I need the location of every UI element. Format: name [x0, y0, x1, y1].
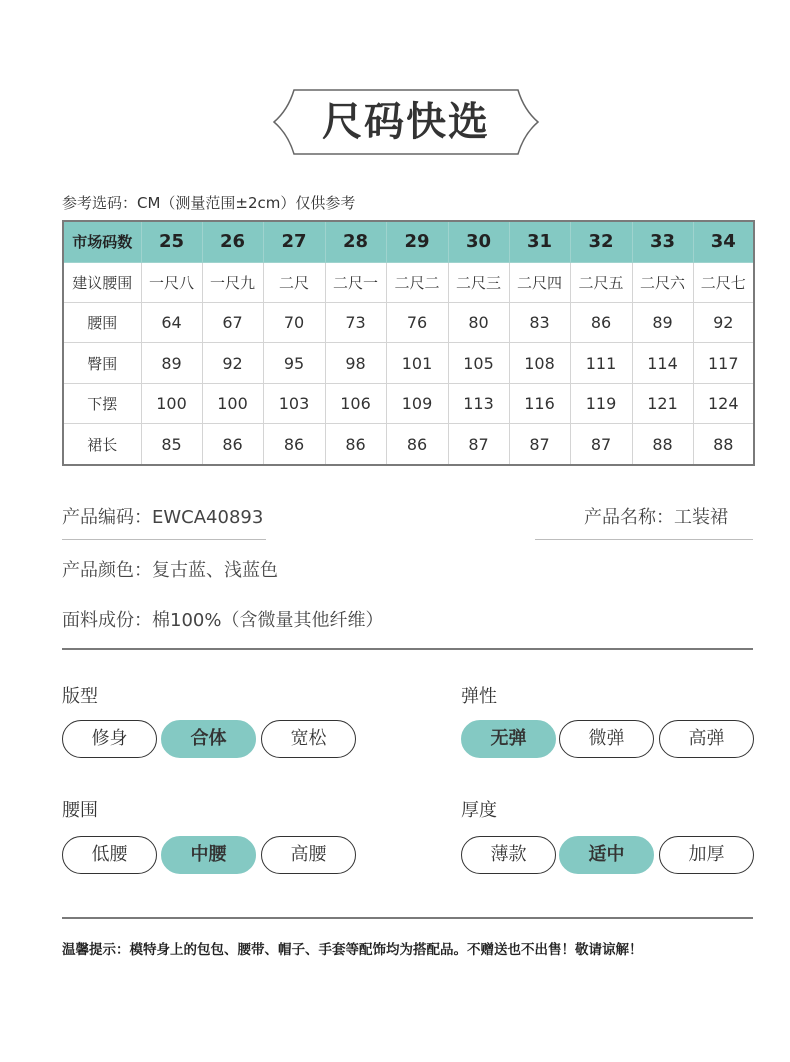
thickness-option-thick[interactable]: 加厚: [659, 836, 754, 874]
table-cell: 二尺五: [570, 262, 632, 302]
table-cell: 二尺六: [632, 262, 693, 302]
thickness-option-medium[interactable]: 适中: [559, 836, 654, 874]
size-header-label: 市场码数: [63, 221, 141, 262]
table-cell: 119: [570, 383, 632, 423]
table-row: [63, 303, 754, 343]
product-code: 产品编码：EWCA40893: [62, 507, 264, 528]
table-cell: 92: [202, 343, 263, 383]
size-header-cell: 33: [632, 221, 693, 262]
size-header-cell: 34: [693, 221, 754, 262]
size-header-cell: 28: [325, 221, 386, 262]
table-cell: 76: [386, 303, 448, 343]
table-cell: 95: [263, 343, 325, 383]
table-cell: 83: [509, 303, 570, 343]
table-cell: 113: [448, 383, 509, 423]
size-header-cell: 26: [202, 221, 263, 262]
footer-divider: [62, 917, 753, 919]
size-header-cell: 30: [448, 221, 509, 262]
table-cell: 86: [325, 424, 386, 465]
table-cell: 80: [448, 303, 509, 343]
table-cell: 85: [141, 424, 202, 465]
table-cell: 二尺一: [325, 262, 386, 302]
table-cell: 92: [693, 303, 754, 343]
elasticity-option-none[interactable]: 无弹: [461, 720, 556, 758]
waist-option-mid[interactable]: 中腰: [161, 836, 256, 874]
table-cell: 二尺七: [693, 262, 754, 302]
table-cell: 86: [202, 424, 263, 465]
title-badge: [272, 88, 540, 156]
table-cell: 87: [570, 424, 632, 465]
table-cell: 121: [632, 383, 693, 423]
page-title: 尺码快选: [322, 99, 490, 145]
section-divider: [62, 648, 753, 650]
table-cell: 86: [386, 424, 448, 465]
table-cell: 67: [202, 303, 263, 343]
table-cell: 114: [632, 343, 693, 383]
table-cell: 124: [693, 383, 754, 423]
size-header-row: [63, 221, 754, 262]
table-cell: 二尺四: [509, 262, 570, 302]
fit-option-slim[interactable]: 修身: [62, 720, 157, 758]
table-cell: 二尺: [263, 262, 325, 302]
table-cell: 70: [263, 303, 325, 343]
reference-note: 参考选码：CM（测量范围±2cm）仅供参考: [62, 194, 356, 212]
waist-option-high[interactable]: 高腰: [261, 836, 356, 874]
product-name-underline: [535, 539, 753, 540]
table-cell: 二尺二: [386, 262, 448, 302]
fit-option-regular[interactable]: 合体: [161, 720, 256, 758]
table-cell: 100: [141, 383, 202, 423]
table-cell: 117: [693, 343, 754, 383]
table-cell: 87: [448, 424, 509, 465]
elasticity-title: 弹性: [461, 686, 497, 707]
row-label: 裙长: [63, 424, 141, 465]
table-cell: 一尺九: [202, 262, 263, 302]
table-cell: 105: [448, 343, 509, 383]
table-cell: 100: [202, 383, 263, 423]
table-cell: 89: [632, 303, 693, 343]
fit-option-loose[interactable]: 宽松: [261, 720, 356, 758]
waist-title: 腰围: [62, 800, 98, 821]
table-cell: 88: [632, 424, 693, 465]
table-cell: 64: [141, 303, 202, 343]
elasticity-option-slight[interactable]: 微弹: [559, 720, 654, 758]
row-label: 下摆: [63, 383, 141, 423]
table-cell: 116: [509, 383, 570, 423]
table-row: [63, 383, 754, 423]
table-cell: 98: [325, 343, 386, 383]
table-cell: 89: [141, 343, 202, 383]
size-table: [62, 220, 755, 466]
row-label: 建议腰围: [63, 262, 141, 302]
thickness-title: 厚度: [461, 800, 497, 821]
thickness-option-thin[interactable]: 薄款: [461, 836, 556, 874]
table-cell: 111: [570, 343, 632, 383]
table-cell: 二尺三: [448, 262, 509, 302]
product-fabric: 面料成份：棉100%（含微量其他纤维）: [62, 610, 384, 631]
waist-option-low[interactable]: 低腰: [62, 836, 157, 874]
size-header-cell: 27: [263, 221, 325, 262]
elasticity-option-high[interactable]: 高弹: [659, 720, 754, 758]
product-color: 产品颜色：复古蓝、浅蓝色: [62, 560, 278, 581]
row-label: 臀围: [63, 343, 141, 383]
table-cell: 86: [570, 303, 632, 343]
table-row: [63, 424, 754, 465]
table-cell: 87: [509, 424, 570, 465]
size-header-cell: 31: [509, 221, 570, 262]
table-cell: 109: [386, 383, 448, 423]
table-cell: 103: [263, 383, 325, 423]
table-cell: 101: [386, 343, 448, 383]
footer-note: 温馨提示：模特身上的包包、腰带、帽子、手套等配饰均为搭配品。不赠送也不出售！敬请谅解！: [62, 942, 643, 958]
table-cell: 一尺八: [141, 262, 202, 302]
size-header-cell: 29: [386, 221, 448, 262]
product-code-underline: [62, 539, 266, 540]
size-header-cell: 25: [141, 221, 202, 262]
row-label: 腰围: [63, 303, 141, 343]
table-cell: 106: [325, 383, 386, 423]
fit-title: 版型: [62, 686, 98, 707]
table-row: [63, 262, 754, 302]
table-cell: 86: [263, 424, 325, 465]
table-cell: 88: [693, 424, 754, 465]
table-row: [63, 343, 754, 383]
table-cell: 73: [325, 303, 386, 343]
table-cell: 108: [509, 343, 570, 383]
size-header-cell: 32: [570, 221, 632, 262]
product-name: 产品名称：工装裙: [584, 507, 728, 528]
